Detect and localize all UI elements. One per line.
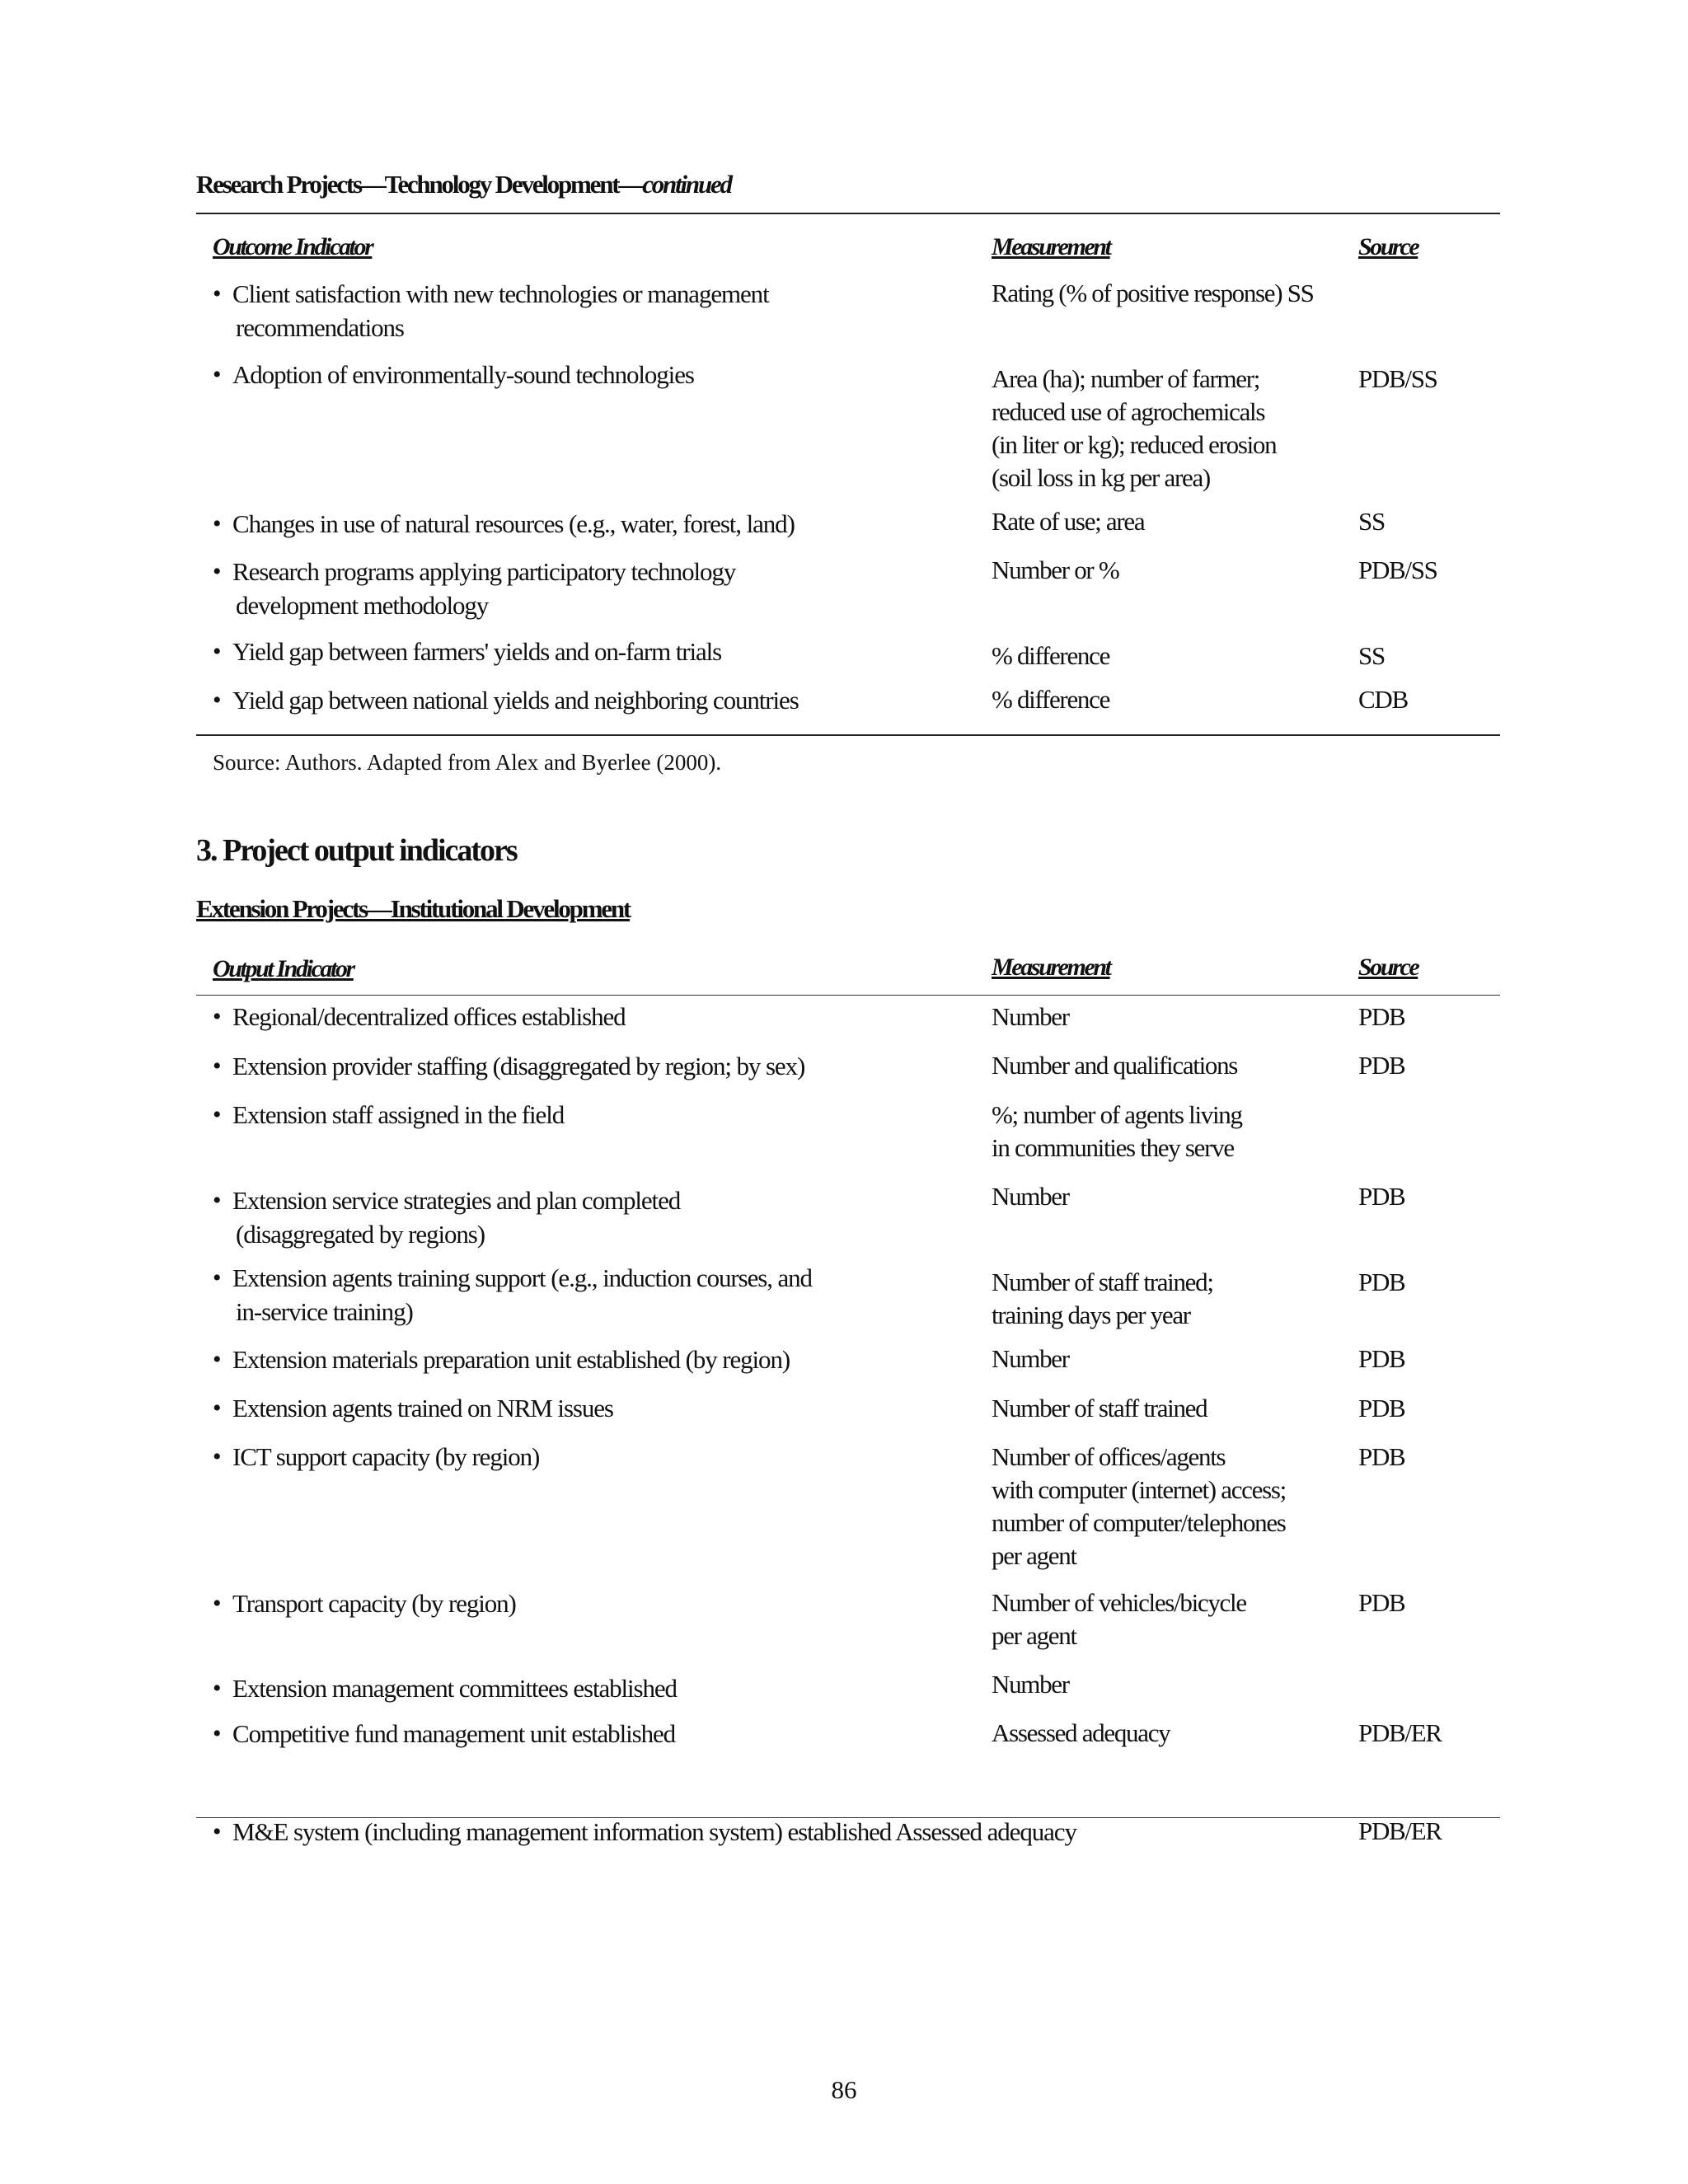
research-row-3-source: SS bbox=[1358, 507, 1385, 536]
research-row-6-source: CDB bbox=[1358, 685, 1408, 714]
extension-row-7-measurement: Number of staff trained bbox=[992, 1394, 1207, 1422]
research-row-4-measurement: Number or % bbox=[992, 555, 1119, 584]
research-caption-italic: continued bbox=[642, 170, 731, 199]
indicator-line: Extension management committees established bbox=[232, 1674, 677, 1703]
extension-row-3-measurement: %; number of agents living in communities they serve bbox=[992, 1100, 1242, 1162]
bullet: • bbox=[213, 1443, 221, 1470]
indicator-line: Transport capacity (by region) bbox=[232, 1589, 516, 1618]
extension-row-6-measurement: Number bbox=[992, 1344, 1069, 1373]
indicator-line: in-service training) bbox=[236, 1297, 413, 1326]
indicator-line: Extension agents trained on NRM issues bbox=[232, 1394, 613, 1422]
extension-row-1-source: PDB bbox=[1358, 1002, 1405, 1031]
research-row-6-measurement: % difference bbox=[992, 685, 1110, 714]
extension-row-10-measurement: Number bbox=[992, 1670, 1069, 1699]
indicator-line: Adoption of environmentally-sound technologies bbox=[232, 360, 694, 389]
indicator-line: Yield gap between national yields and neighboring countries bbox=[232, 686, 799, 715]
bullet: • bbox=[213, 1675, 221, 1702]
extension-header-measurement: Measurement bbox=[992, 954, 1110, 981]
extension-row-4-measurement: Number bbox=[992, 1182, 1069, 1211]
extension-header-rule bbox=[196, 995, 1500, 996]
bullet: • bbox=[213, 558, 221, 585]
research-row-4-indicator bbox=[213, 555, 987, 622]
extension-header-indicator: Output Indicator bbox=[213, 955, 354, 982]
extension-row-8-measurement: Number of offices/agents with computer (internet) access; number of computer/telephones per agent bbox=[992, 1442, 1286, 1570]
bullet: • bbox=[213, 1394, 221, 1422]
indicator-line: development methodology bbox=[236, 591, 489, 620]
bullet: • bbox=[213, 510, 221, 537]
extension-table-caption: Extension Projects—Institutional Development bbox=[196, 894, 631, 923]
extension-row-5-source: PDB bbox=[1358, 1268, 1405, 1296]
indicator-line: (disaggregated by regions) bbox=[236, 1220, 485, 1249]
indicator-line: Extension agents training support (e.g., induction courses, and bbox=[232, 1263, 812, 1292]
research-row-1-indicator bbox=[213, 277, 987, 344]
indicator-line: Extension service strategies and plan completed bbox=[232, 1186, 681, 1215]
research-row-5-source: SS bbox=[1358, 641, 1385, 670]
extension-row-4-indicator bbox=[213, 1183, 987, 1251]
extension-row-5-indicator bbox=[213, 1261, 987, 1329]
extension-row-11-indicator bbox=[213, 1717, 987, 1750]
extension-row-6-source: PDB bbox=[1358, 1344, 1405, 1373]
bullet: • bbox=[213, 1720, 221, 1747]
page-number: 86 bbox=[831, 2075, 857, 2104]
extension-header-source: Source bbox=[1358, 954, 1418, 981]
indicator-line: Research programs applying participatory technology bbox=[232, 557, 736, 586]
research-row-4-source: PDB/SS bbox=[1358, 555, 1437, 584]
table-source-note: Source: Authors. Adapted from Alex and Byerlee (2000). bbox=[213, 750, 722, 775]
extension-row-7-source: PDB bbox=[1358, 1394, 1405, 1422]
indicator-line: Competitive fund management unit established bbox=[232, 1719, 676, 1748]
research-row-6-indicator bbox=[213, 683, 987, 717]
indicator-line: recommendations bbox=[236, 313, 404, 342]
research-row-3-measurement: Rate of use; area bbox=[992, 507, 1145, 536]
bullet: • bbox=[213, 687, 221, 714]
extension-row-7-indicator bbox=[213, 1391, 987, 1425]
extension-row-8-source: PDB bbox=[1358, 1442, 1405, 1471]
indicator-line: Regional/decentralized offices established bbox=[232, 1002, 626, 1031]
extension-row-4-source: PDB bbox=[1358, 1182, 1405, 1211]
indicator-line: Client satisfaction with new technologies or management bbox=[232, 279, 769, 308]
extension-row-8-indicator bbox=[213, 1440, 987, 1474]
research-row-1-measurement: Rating (% of positive response) SS bbox=[992, 279, 1314, 307]
bullet: • bbox=[213, 638, 221, 665]
section-title: 3. Project output indicators bbox=[196, 833, 517, 868]
extension-row-2-indicator bbox=[213, 1049, 987, 1083]
extension-row-3-indicator bbox=[213, 1098, 987, 1132]
extension-row-9-measurement: Number of vehicles/bicycle per agent bbox=[992, 1588, 1246, 1650]
research-header-measurement: Measurement bbox=[992, 233, 1110, 260]
extension-row-1-indicator bbox=[213, 1000, 987, 1033]
indicator-line: Changes in use of natural resources (e.g., water, forest, land) bbox=[232, 509, 795, 538]
extension-row-5-measurement: Number of staff trained; training days per year bbox=[992, 1268, 1213, 1329]
extension-row-2-source: PDB bbox=[1358, 1051, 1405, 1080]
extension-row-9-indicator bbox=[213, 1586, 987, 1620]
extension-row-6-indicator bbox=[213, 1343, 987, 1376]
indicator-line: M&E system (including management information system) established Assessed adequacy bbox=[232, 1817, 1076, 1846]
research-table-caption bbox=[196, 171, 731, 197]
extension-final-row-source: PDB/ER bbox=[1358, 1816, 1442, 1845]
extension-row-2-measurement: Number and qualifications bbox=[992, 1051, 1238, 1080]
extension-row-9-source: PDB bbox=[1358, 1588, 1405, 1617]
bullet: • bbox=[213, 280, 221, 307]
indicator-line: Extension provider staffing (disaggregated by region; by sex) bbox=[232, 1052, 805, 1080]
research-row-2-indicator bbox=[213, 358, 987, 391]
research-row-2-measurement: Area (ha); number of farmer; reduced use of agrochemicals (in liter or kg); reduced erosion (soil loss in kg per area) bbox=[992, 364, 1277, 492]
research-row-2-source: PDB/SS bbox=[1358, 364, 1437, 393]
research-header-indicator: Outcome Indicator bbox=[213, 233, 373, 260]
extension-row-11-source: PDB/ER bbox=[1358, 1718, 1442, 1747]
research-header-source: Source bbox=[1358, 233, 1418, 260]
bullet: • bbox=[213, 1590, 221, 1617]
research-row-3-indicator bbox=[213, 507, 987, 541]
bullet: • bbox=[213, 361, 221, 388]
research-caption-main: Research Projects—Technology Development— bbox=[196, 170, 643, 199]
research-row-5-indicator bbox=[213, 635, 987, 668]
extension-row-10-indicator bbox=[213, 1671, 987, 1705]
research-table-top-rule bbox=[196, 213, 1500, 214]
extension-row-1-measurement: Number bbox=[992, 1002, 1069, 1031]
bullet: • bbox=[213, 1818, 221, 1845]
bullet: • bbox=[213, 1264, 221, 1291]
indicator-line: Yield gap between farmers' yields and on-farm trials bbox=[232, 637, 722, 666]
bullet: • bbox=[213, 1052, 221, 1080]
research-table-bottom-rule bbox=[196, 734, 1500, 736]
bullet: • bbox=[213, 1101, 221, 1128]
bullet: • bbox=[213, 1003, 221, 1030]
indicator-line: Extension staff assigned in the field bbox=[232, 1100, 565, 1129]
bullet: • bbox=[213, 1187, 221, 1214]
indicator-line: ICT support capacity (by region) bbox=[232, 1442, 540, 1471]
extension-final-row-indicator bbox=[213, 1815, 1160, 1849]
research-row-5-measurement: % difference bbox=[992, 641, 1110, 670]
bullet: • bbox=[213, 1346, 221, 1373]
indicator-line: Extension materials preparation unit established (by region) bbox=[232, 1345, 790, 1374]
extension-row-11-measurement: Assessed adequacy bbox=[992, 1718, 1170, 1747]
